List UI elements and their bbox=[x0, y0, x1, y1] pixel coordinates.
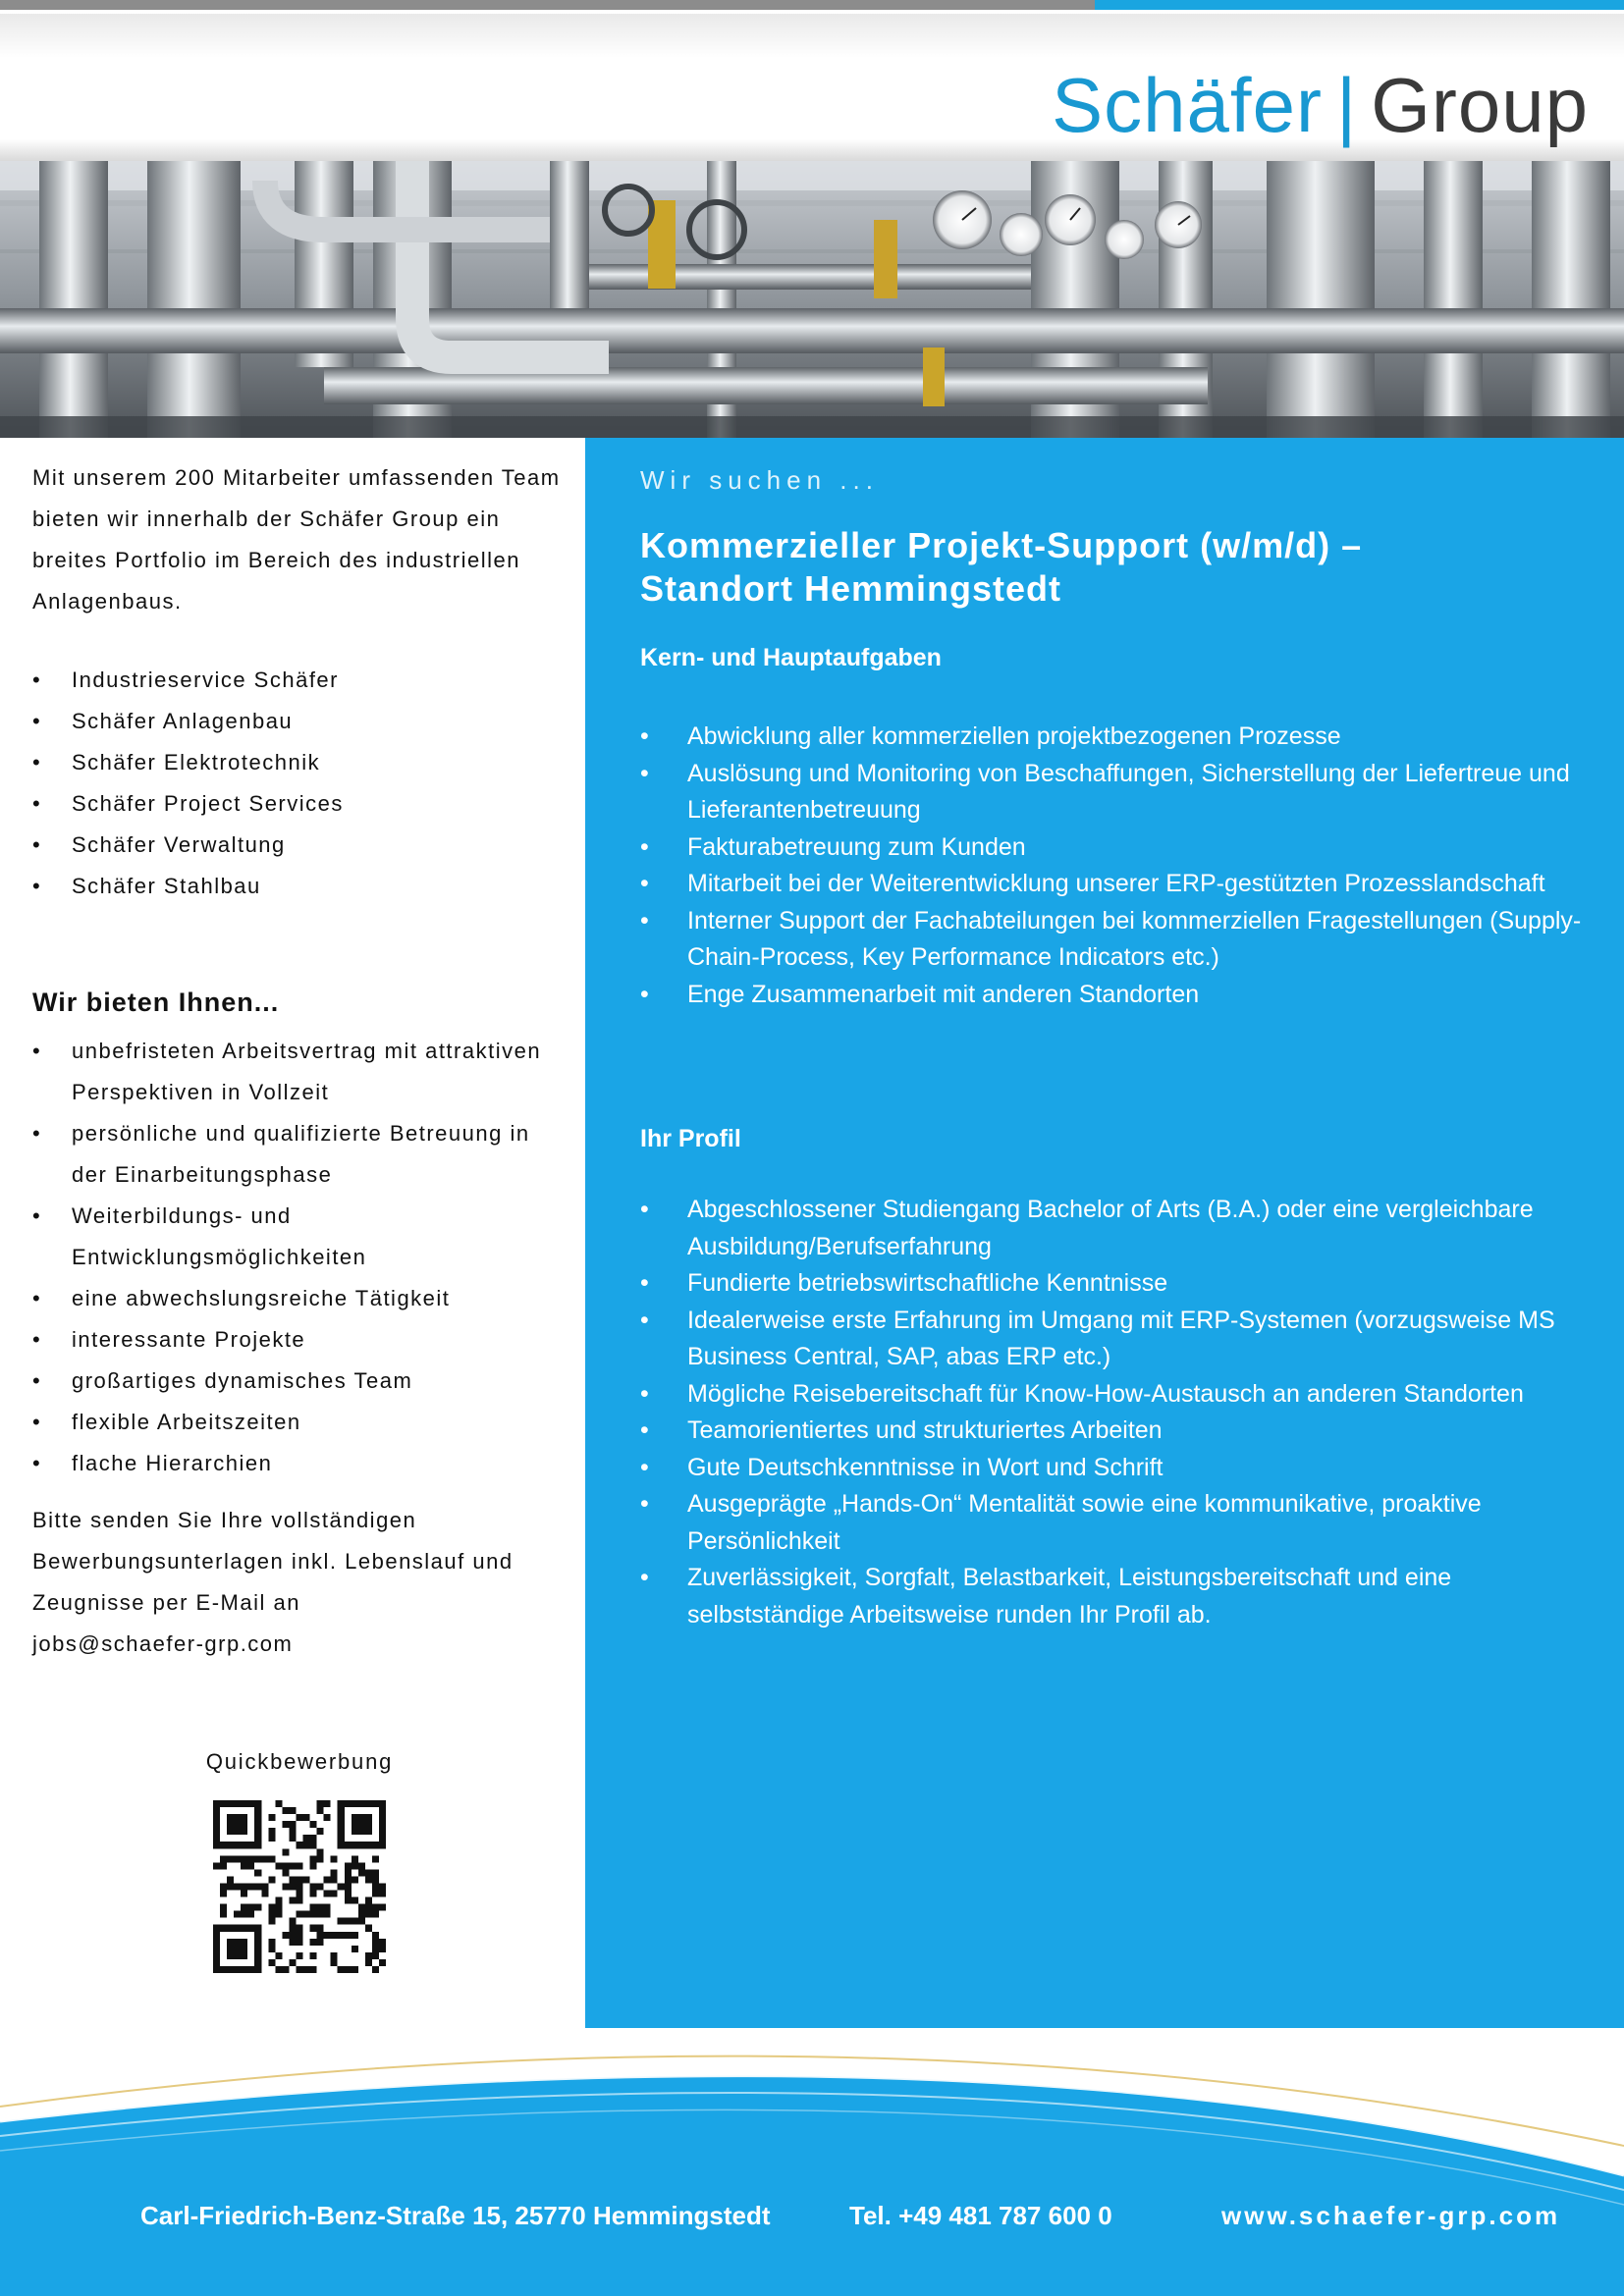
footer-phone[interactable]: Tel. +49 481 787 600 0 bbox=[849, 2201, 1112, 2230]
list-item: • Weiterbildungs- und Entwicklungsmöglichkeiten bbox=[32, 1196, 563, 1278]
list-item: • flexible Arbeitszeiten bbox=[32, 1402, 563, 1443]
list-item: • Schäfer Anlagenbau bbox=[32, 701, 563, 742]
list-item: • Industrieservice Schäfer bbox=[32, 660, 563, 701]
application-email-link[interactable]: jobs@schaefer-grp.com bbox=[32, 1631, 294, 1656]
application-text: Bitte senden Sie Ihre vollständigen Bewerbungsunterlagen inkl. Lebenslauf und Zeugnisse per E-Mail an bbox=[32, 1508, 514, 1615]
job-title bbox=[640, 524, 1583, 611]
logo-band bbox=[0, 14, 1624, 161]
list-item: • flache Hierarchien bbox=[32, 1443, 563, 1484]
list-item: • interessante Projekte bbox=[32, 1319, 563, 1361]
top-accent-blue bbox=[1095, 0, 1624, 10]
list-item: • Ausgeprägte „Hands-On“ Mentalität sowie eine kommunikative, proaktive Persönlichkeit bbox=[640, 1486, 1602, 1560]
offer-heading: Wir bieten Ihnen... bbox=[32, 988, 280, 1017]
list-item: • eine abwechslungsreiche Tätigkeit bbox=[32, 1278, 563, 1319]
list-item: • Schäfer Elektrotechnik bbox=[32, 742, 563, 783]
list-item: • Gute Deutschkenntnisse in Wort und Schrift bbox=[640, 1450, 1602, 1487]
list-item: • Interner Support der Fachabteilungen bei kommerziellen Fragestellungen (Supply-Chain-Process, Key Performance Indicators etc.) bbox=[640, 903, 1602, 977]
list-item: • Mitarbeit bei der Weiterentwicklung unserer ERP-gestützten Prozesslandschaft bbox=[640, 866, 1602, 903]
footer-address: Carl-Friedrich-Benz-Straße 15, 25770 Hemmingstedt bbox=[140, 2201, 771, 2230]
company-list bbox=[32, 660, 563, 907]
tasks-list bbox=[640, 719, 1602, 1013]
qr-code-icon bbox=[213, 1800, 386, 1973]
list-item: • Schäfer Stahlbau bbox=[32, 866, 563, 907]
footer bbox=[0, 2028, 1624, 2296]
application-instructions bbox=[32, 1500, 582, 1665]
job-intro: Wir suchen ... bbox=[640, 465, 879, 495]
hero-image-industrial-pipes bbox=[0, 161, 1624, 438]
list-item: • Fakturabetreuung zum Kunden bbox=[640, 829, 1602, 867]
list-item: • Abgeschlossener Studiengang Bachelor of Arts (B.A.) oder eine vergleichbare Ausbildung/Berufserfahrung bbox=[640, 1192, 1602, 1265]
job-title-line-2: Standort Hemmingstedt bbox=[640, 568, 1062, 609]
list-item: • Teamorientiertes und strukturiertes Arbeiten bbox=[640, 1413, 1602, 1450]
qr-code[interactable] bbox=[213, 1800, 386, 1978]
offer-list bbox=[32, 1031, 563, 1484]
list-item: • Schäfer Project Services bbox=[32, 783, 563, 825]
list-item: • Fundierte betriebswirtschaftliche Kenntnisse bbox=[640, 1265, 1602, 1303]
list-item: • Idealerweise erste Erfahrung im Umgang mit ERP-Systemen (vorzugsweise MS Business Central, SAP, abas ERP etc.) bbox=[640, 1303, 1602, 1376]
footer-wave-graphic bbox=[0, 2028, 1624, 2296]
list-item: • Zuverlässigkeit, Sorgfalt, Belastbarkeit, Leistungsbereitschaft und eine selbstständige Arbeitsweise runden Ihr Profil ab. bbox=[640, 1560, 1602, 1633]
profile-list bbox=[640, 1192, 1602, 1633]
list-item: • Mögliche Reisebereitschaft für Know-How-Austausch an anderen Standorten bbox=[640, 1376, 1602, 1414]
list-item: • persönliche und qualifizierte Betreuung in der Einarbeitungsphase bbox=[32, 1113, 563, 1196]
job-title-line-1: Kommerzieller Projekt-Support (w/m/d) – bbox=[640, 525, 1363, 565]
top-accent-bar bbox=[0, 0, 1624, 14]
left-column bbox=[0, 438, 585, 2028]
list-item: • unbefristeten Arbeitsvertrag mit attraktiven Perspektiven in Vollzeit bbox=[32, 1031, 563, 1113]
qr-code-label: Quickbewerbung bbox=[205, 1749, 394, 1774]
tasks-heading: Kern- und Hauptaufgaben bbox=[640, 644, 942, 671]
profile-heading: Ihr Profil bbox=[640, 1125, 741, 1152]
list-item: • Auslösung und Monitoring von Beschaffungen, Sicherstellung der Liefertreue und Lieferantenbetreuung bbox=[640, 756, 1602, 829]
list-item: • großartiges dynamisches Team bbox=[32, 1361, 563, 1402]
list-item: • Enge Zusammenarbeit mit anderen Standorten bbox=[640, 977, 1602, 1014]
logo-text-schaefer: Schäfer bbox=[1052, 62, 1323, 148]
logo-separator: | bbox=[1335, 62, 1358, 148]
footer-website-link[interactable]: www.schaefer-grp.com bbox=[1221, 2201, 1561, 2230]
industrial-plant-illustration bbox=[0, 161, 1624, 438]
logo-text-group: Group bbox=[1371, 62, 1589, 148]
list-item: • Abwicklung aller kommerziellen projektbezogenen Prozesse bbox=[640, 719, 1602, 756]
company-logo bbox=[1052, 61, 1589, 150]
company-intro-text: Mit unserem 200 Mitarbeiter umfassenden Team bieten wir innerhalb der Schäfer Group ein breites Portfolio im Bereich des industriellen Anlagenbaus. bbox=[32, 465, 561, 614]
top-accent-gray bbox=[0, 0, 1095, 10]
right-column-job-panel bbox=[585, 438, 1624, 2028]
list-item: • Schäfer Verwaltung bbox=[32, 825, 563, 866]
